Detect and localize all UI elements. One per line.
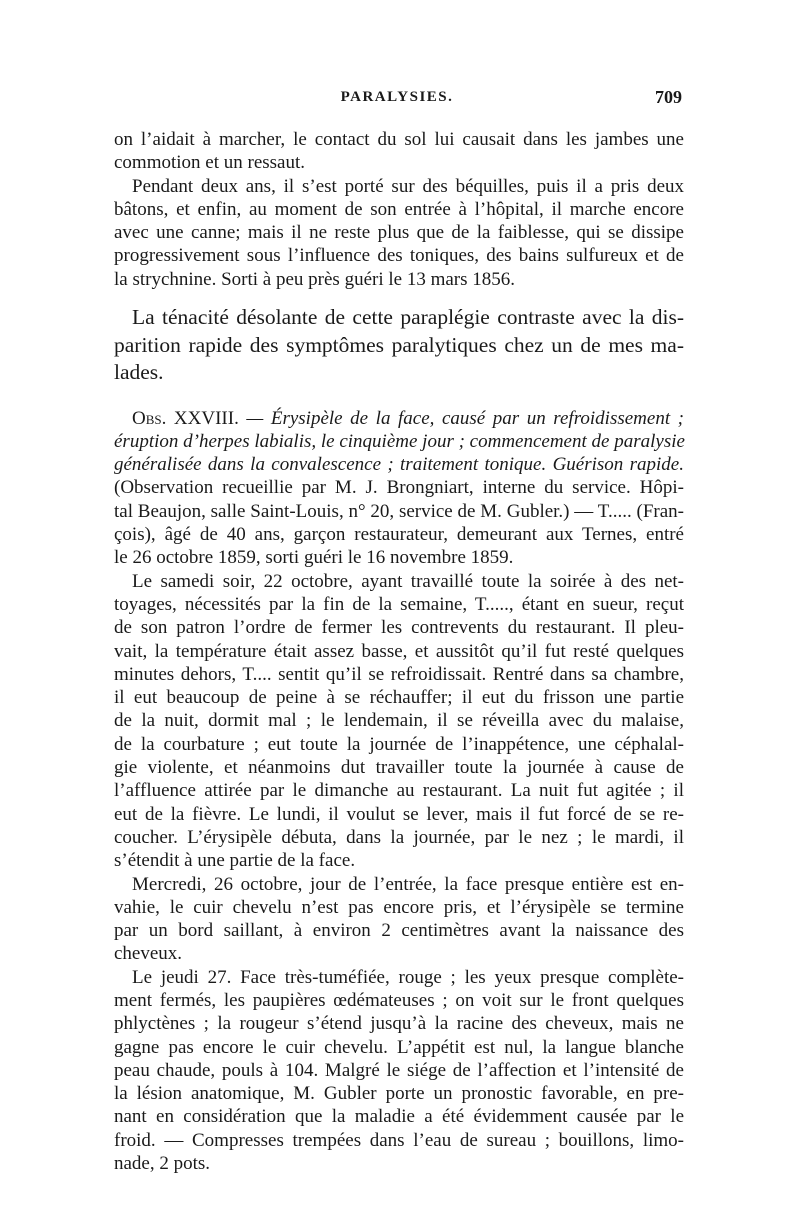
text-line: vait, la température était assez basse, et aussitôt qu’il fut resté quelques xyxy=(114,640,684,662)
page-header xyxy=(112,89,682,113)
text-line: avec une canne; mais il ne reste plus que de la faiblesse, qui se dissipe xyxy=(114,222,684,244)
text-line: de la courbature ; eut toute la journée de l’inappétence, une céphalal- xyxy=(114,733,684,755)
observation-title: généralisée dans la convalescence ; traitement tonique. Guérison rapide. xyxy=(114,454,684,476)
observation-label: Obs. XXVIII. xyxy=(132,407,239,429)
text-line: Le jeudi 27. Face très-tuméfiée, rouge ; les yeux presque complète- xyxy=(132,966,684,988)
text-line: gie violente, et néanmoins dut travailler toute la journée à cause de xyxy=(114,757,684,779)
paragraph-recovery xyxy=(114,175,684,291)
text-line: gagne pas encore le cuir chevelu. L’appétit est nul, la langue blanche xyxy=(114,1036,684,1058)
text-line: la strychnine. Sorti à peu près guéri le 13 mars 1856. xyxy=(114,268,516,290)
text-line: Pendant deux ans, il s’est porté sur des béquilles, puis il a pris deux xyxy=(132,175,684,197)
text-line: eut de la fièvre. Le lundi, il voulut se lever, mais il fut forcé de se re- xyxy=(114,803,684,825)
text-line: minutes dehors, T.... sentit qu’il se refroidissait. Rentré dans sa chambre, xyxy=(114,663,684,685)
text-line: phlyctènes ; la rougeur s’étend jusqu’à la racine des cheveux, mais ne xyxy=(114,1013,684,1035)
paragraph-commentary xyxy=(114,304,684,387)
running-title: PARALYSIES. xyxy=(340,89,454,105)
text-line: l’affluence attirée par le dimanche au restaurant. La nuit fut agitée ; il xyxy=(114,780,684,802)
text-line: il eut beaucoup de peine à se réchauffer; il eut du frisson une partie xyxy=(114,687,684,709)
text-line: froid. — Compresses trempées dans l’eau de sureau ; bouillons, limo- xyxy=(114,1129,684,1151)
text-line: la lésion anatomique, M. Gubler porte un pronostic favorable, en pre- xyxy=(114,1083,684,1105)
text-line: ment fermés, les paupières œdémateuses ; on voit sur le front quelques xyxy=(114,990,684,1011)
text-line: commotion et un ressaut. xyxy=(114,152,306,174)
text-line: (Observation recueillie par M. J. Brongniart, interne du service. Hôpi- xyxy=(114,477,684,499)
text-line: par un bord saillant, à environ 2 centimètres avant la naissance des xyxy=(114,920,684,942)
text-line: progressivement sous l’influence des toniques, des bains sulfureux et de xyxy=(114,245,684,267)
text-line: cheveux. xyxy=(114,943,183,965)
text-line xyxy=(114,407,684,430)
text-line: nade, 2 pots. xyxy=(114,1153,211,1175)
text-line: de la nuit, dormit mal ; le lendemain, il se réveilla avec du malaise, xyxy=(114,710,684,732)
page-body xyxy=(114,128,684,1175)
text-line: s’étendit à une partie de la face. xyxy=(114,850,356,872)
text-line: on l’aidait à marcher, le contact du sol lui causait dans les jambes une xyxy=(114,129,684,150)
text-line: coucher. L’érysipèle débuta, dans la journée, par le nez ; le mardi, il xyxy=(114,826,684,848)
text-line: parition rapide des symptômes paralytiques chez un de mes ma- xyxy=(114,332,684,357)
paragraph-wednesday xyxy=(114,873,684,966)
text-line: Mercredi, 26 octobre, jour de l’entrée, la face presque entière est en- xyxy=(132,873,684,895)
text-line: Le samedi soir, 22 octobre, ayant travaillé toute la soirée à des net- xyxy=(132,570,684,592)
observation-heading xyxy=(114,407,684,570)
observation-title: éruption d’herpes labialis, le cinquième jour ; commencement de paralysie xyxy=(114,430,685,452)
text-line: peau chaude, pouls à 104. Malgré le siége de l’affection et l’intensité de xyxy=(114,1059,684,1081)
page-number: 709 xyxy=(655,87,682,107)
paragraph-onset xyxy=(114,570,684,873)
text-line: tal Beaujon, salle Saint-Louis, n° 20, service de M. Gubler.) — T..... (Fran- xyxy=(114,500,684,522)
text-line: toyages, nécessités par la fin de la semaine, T....., étant en sueur, reçut xyxy=(114,593,684,615)
text-line: de son patron l’ordre de fermer les contrevents du restaurant. Il pleu- xyxy=(114,617,684,639)
paragraph-thursday xyxy=(114,966,684,1176)
text-line: le 26 octobre 1859, sorti guéri le 16 novembre 1859. xyxy=(114,547,514,569)
paragraph-continuation xyxy=(114,128,684,175)
text-line: La ténacité désolante de cette paraplégie contraste avec la dis- xyxy=(132,305,684,330)
text-line: bâtons, et enfin, au moment de son entrée à l’hôpital, il marche encore xyxy=(114,198,684,220)
text-line: vahie, le cuir chevelu n’est pas encore pris, et l’érysipèle se termine xyxy=(114,896,684,918)
text-line: çois), âgé de 40 ans, garçon restaurateur, demeurant aux Ternes, entré xyxy=(114,524,684,546)
observation-title: — Érysipèle de la face, causé par un refroidissement ; xyxy=(238,407,684,429)
text-line: nant en considération que la maladie a été évidemment causée par le xyxy=(114,1106,684,1128)
text-line: lades. xyxy=(114,360,164,385)
